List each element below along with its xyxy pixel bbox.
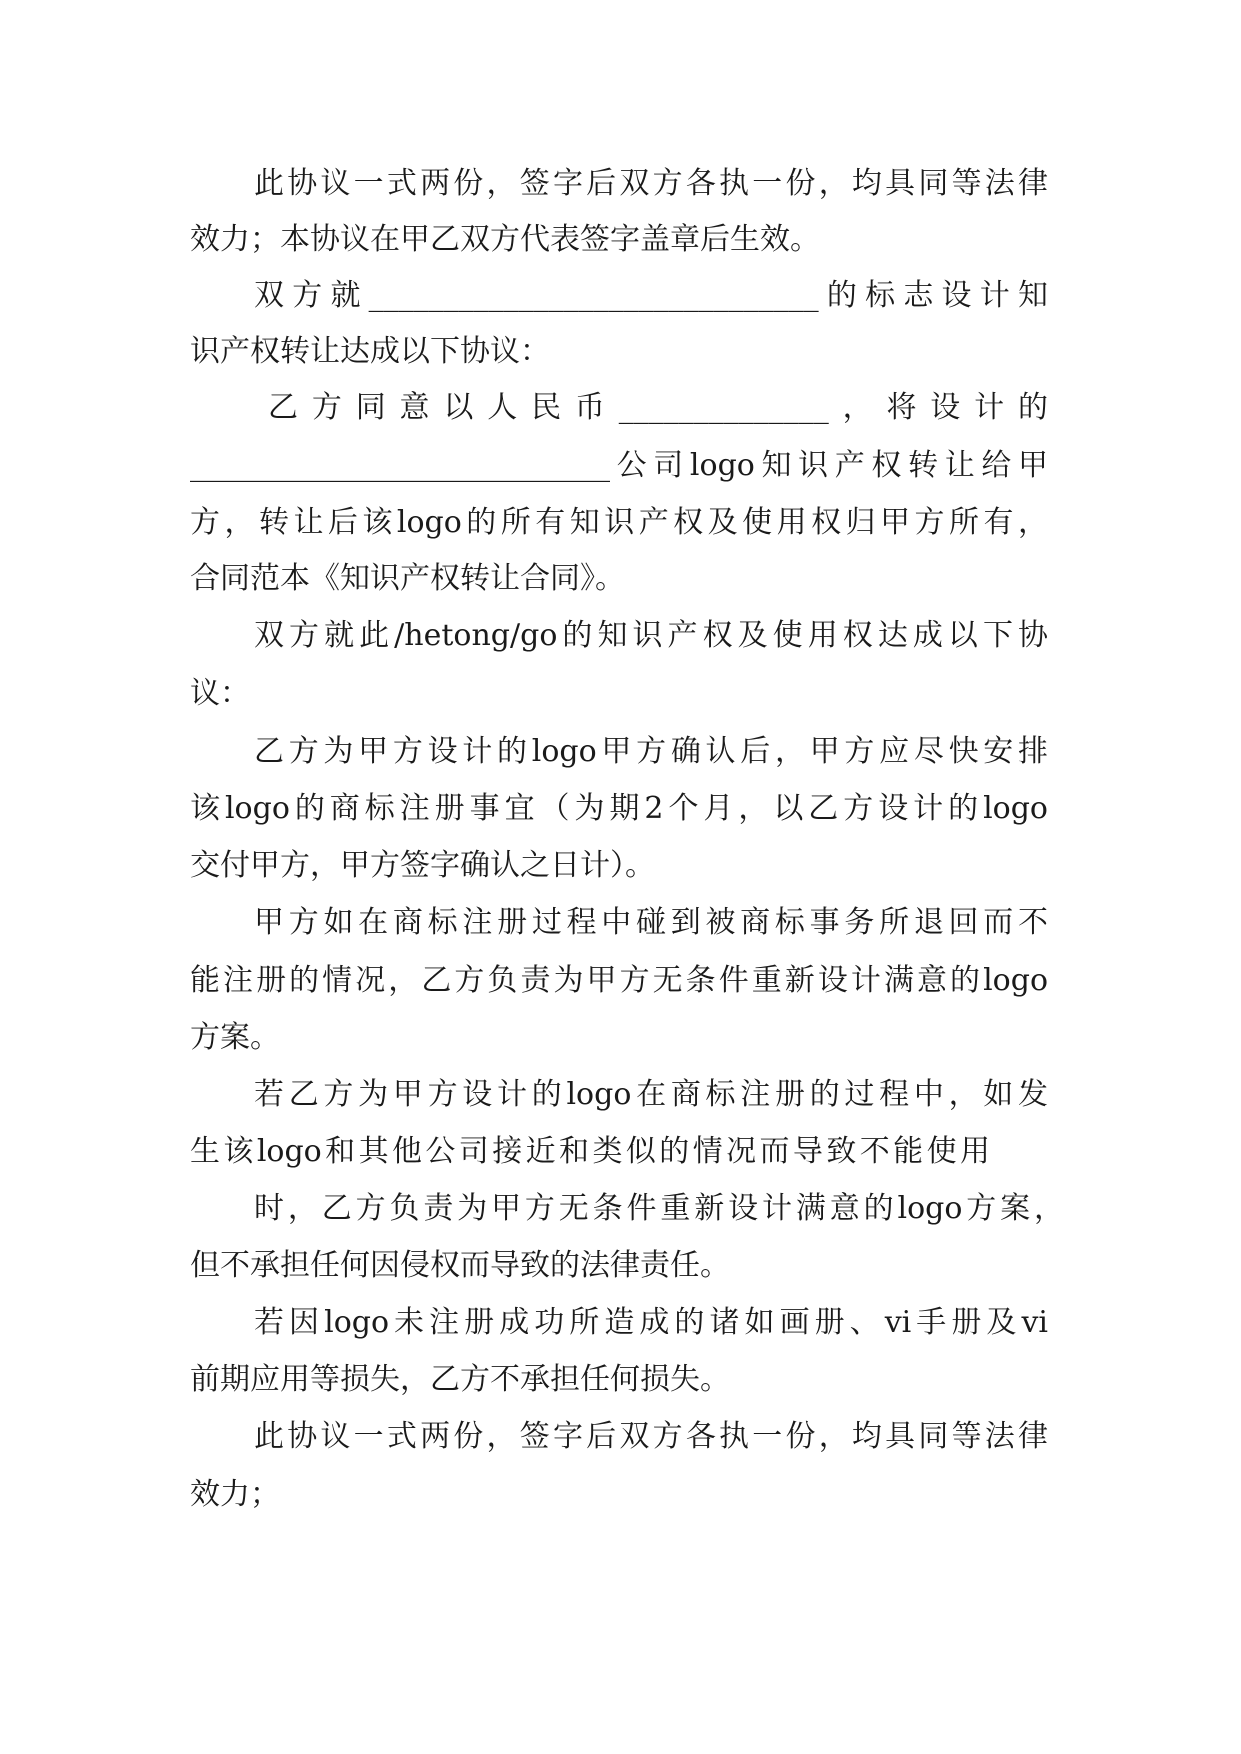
paragraph-line-22: 前期应用等损失，乙方不承担任何损失。 <box>190 1362 730 1397</box>
paragraph-line-16: 方案。 <box>190 1020 280 1055</box>
paragraph-line-23: 此协议一式两份，签字后双方各执一份，均具同等法律 <box>254 1419 1048 1454</box>
paragraph-line-24: 效力； <box>190 1477 280 1512</box>
paragraph-line-7: 方，转让后该logo的所有知识产权及使用权归甲方所有， <box>190 505 1048 540</box>
paragraph-line-8: 合同范本《知识产权转让合同》。 <box>190 561 625 596</box>
paragraph-line-20: 但不承担任何因侵权而导致的法律责任。 <box>190 1248 730 1283</box>
paragraph-line-10: 议： <box>190 676 250 711</box>
paragraph-line-3: 双方就______________________________的标志设计知 <box>254 278 1048 313</box>
paragraph-line-12: 该logo的商标注册事宜（为期2个月，以乙方设计的logo <box>190 791 1048 826</box>
paragraph-line-14: 甲方如在商标注册过程中碰到被商标事务所退回而不 <box>254 905 1048 940</box>
paragraph-line-21: 若因logo未注册成功所造成的诸如画册、vi手册及vi <box>254 1305 1048 1340</box>
paragraph-line-5: 乙方同意以人民币______________，将设计的 <box>268 390 1048 425</box>
paragraph-line-1: 此协议一式两份，签字后双方各执一份，均具同等法律 <box>254 166 1048 201</box>
paragraph-line-2: 效力；本协议在甲乙双方代表签字盖章后生效。 <box>190 222 820 257</box>
paragraph-line-19: 时，乙方负责为甲方无条件重新设计满意的logo方案， <box>254 1191 1064 1226</box>
paragraph-line-17: 若乙方为甲方设计的logo在商标注册的过程中，如发 <box>254 1077 1048 1112</box>
paragraph-line-6: ____________________________公司logo知识产权转让给甲 <box>190 448 1048 483</box>
paragraph-line-18: 生该logo和其他公司接近和类似的情况而导致不能使用 <box>190 1134 990 1169</box>
paragraph-line-15: 能注册的情况，乙方负责为甲方无条件重新设计满意的logo <box>190 963 1048 998</box>
paragraph-line-9: 双方就此/hetong/go的知识产权及使用权达成以下协 <box>254 618 1048 653</box>
paragraph-line-11: 乙方为甲方设计的logo甲方确认后，甲方应尽快安排 <box>254 734 1048 769</box>
paragraph-line-13: 交付甲方，甲方签字确认之日计）。 <box>190 848 655 883</box>
paragraph-line-4: 识产权转让达成以下协议： <box>190 334 550 369</box>
